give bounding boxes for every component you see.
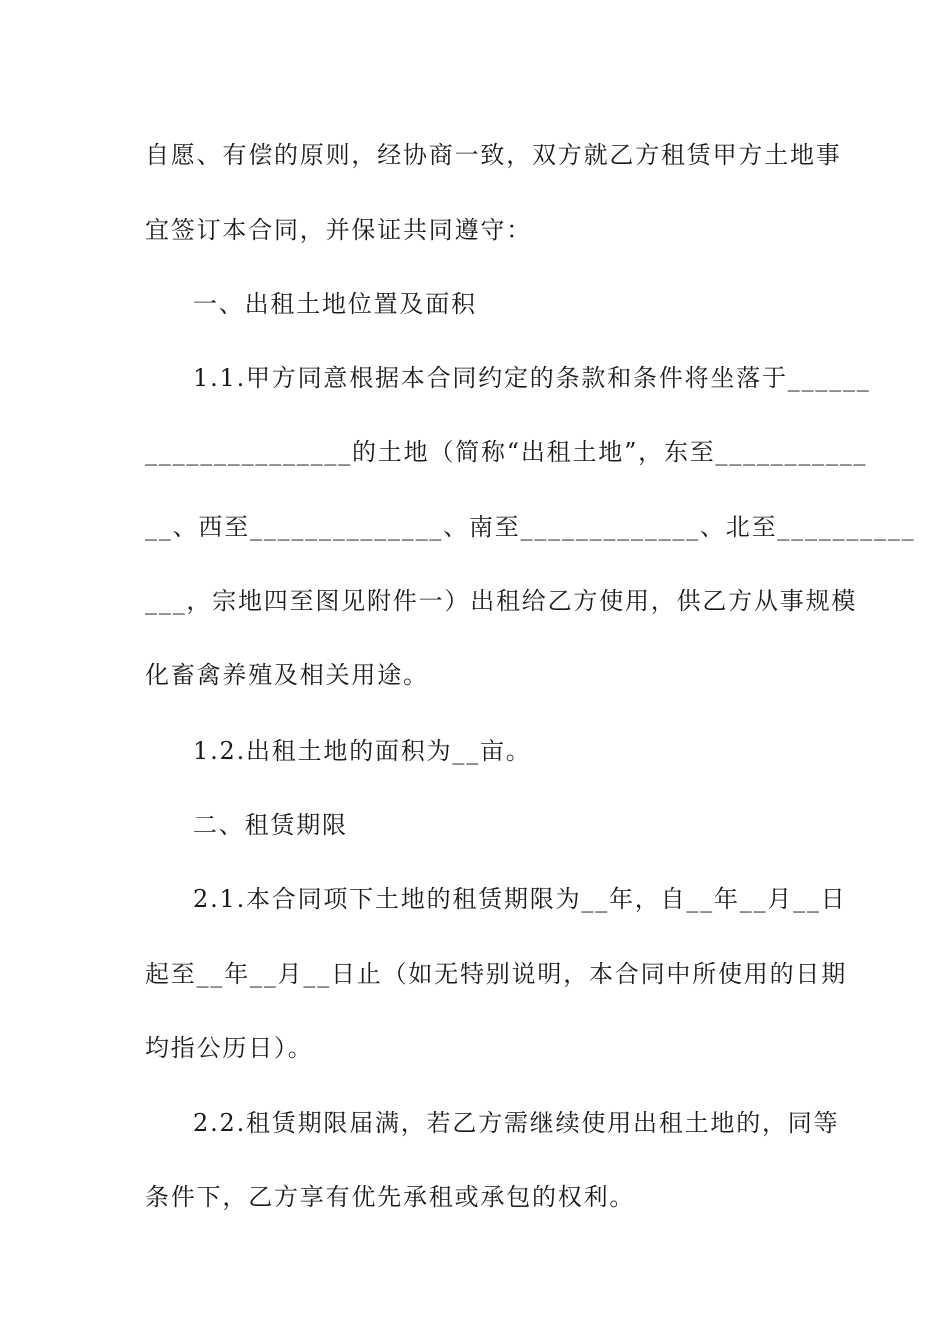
body-text-line: 自愿、有偿的原则，经协商一致，双方就乙方租赁甲方土地事 <box>145 141 842 169</box>
clause-text-line: ___，宗地四至图见附件一）出租给乙方使用，供乙方从事规模 <box>145 587 858 615</box>
clause-text-line: _______________的土地（简称“出租土地”，东至___________ <box>145 438 868 466</box>
clause-text-line: 1.2.出租土地的面积为__亩。 <box>193 737 532 765</box>
clause-text-line: 条件下，乙方享有优先承租或承包的权利。 <box>145 1183 636 1211</box>
body-text-line: 宜签订本合同，并保证共同遵守： <box>145 216 532 244</box>
section-heading: 二、租赁期限 <box>193 811 348 839</box>
clause-text-line: 2.1.本合同项下土地的租赁期限为__年，自__年__月__日 <box>193 885 847 913</box>
clause-text-line: 起至__年__月__日止（如无特别说明，本合同中所使用的日期 <box>145 960 847 988</box>
clause-text-line: 2.2.租赁期限届满，若乙方需继续使用出租土地的，同等 <box>193 1109 840 1137</box>
clause-text-line: __、西至______________、南至_____________、北至__________ <box>145 513 916 541</box>
clause-text-line: 化畜禽养殖及相关用途。 <box>145 661 429 689</box>
section-heading: 一、出租土地位置及面积 <box>193 290 477 318</box>
clause-text-line: 均指公历日）。 <box>145 1034 314 1062</box>
clause-text-line: 1.1.甲方同意根据本合同约定的条款和条件将坐落于______ <box>193 364 871 392</box>
